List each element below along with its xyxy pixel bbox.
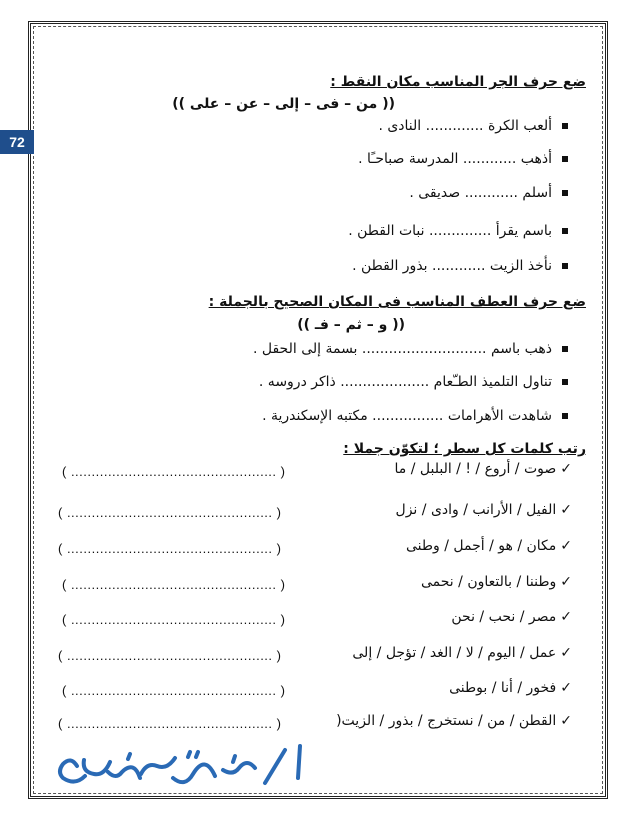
item-text: باسم يقرأ .............. نبات القطن .: [348, 223, 552, 239]
bullet-icon: [562, 123, 568, 129]
item-text: أذهب ............ المدرسة صباحـًا .: [358, 151, 552, 167]
item-text: ألعب الكرة ............. النادى .: [378, 118, 552, 134]
section1-item: [378, 118, 568, 134]
bullet-icon: [562, 346, 568, 352]
section2-item: [262, 408, 568, 424]
words-text: الفيل / الأرانب / وادى / نزل: [395, 502, 557, 518]
section3-words: [395, 461, 573, 477]
answer-blank[interactable]: ( .................................................. ): [58, 505, 282, 520]
bullet-icon: [562, 413, 568, 419]
answer-blank[interactable]: ( .................................................. ): [58, 541, 282, 556]
checkmark-icon: ✓: [560, 502, 572, 518]
bullet-icon: [562, 263, 568, 269]
item-text: ذهب باسم ............................ بسمة إلى الحقل .: [252, 341, 552, 357]
section2-heading: ضع حرف العطف المناسب فى المكان الصحيح بالجملة :: [208, 294, 586, 310]
words-text: مصر / نحب / نحن: [451, 609, 557, 625]
section2-item: [259, 374, 568, 390]
item-text: شاهدت الأهرامات ................ مكتبه الإسكندرية .: [262, 408, 552, 424]
section3-words: [336, 713, 572, 729]
item-text: تناول التلميذ الطـّعام .................... ذاكر دروسه .: [258, 374, 552, 390]
section1-item: [409, 185, 568, 201]
section3-words: [406, 538, 572, 554]
checkmark-icon: ✓: [560, 461, 572, 477]
section3-words: [352, 645, 572, 661]
answer-blank[interactable]: ( .................................................. ): [62, 683, 286, 698]
section2-choices: (( و – ثم – فـ )): [297, 317, 405, 333]
words-text: مكان / هو / أجمل / وطنى: [405, 538, 557, 554]
section3-words: [421, 574, 572, 590]
answer-blank[interactable]: ( .................................................. ): [62, 612, 286, 627]
section3-heading: رتب كلمات كل سطر ؛ لتكوّن جملا :: [343, 441, 586, 457]
words-text: صوت / أروع / ! / البلبل / ما: [394, 461, 557, 477]
section1-heading: ضع حرف الجر المناسب مكان النقط :: [330, 74, 586, 90]
words-text: فخور / أنا / بوطنى: [449, 680, 557, 696]
answer-blank[interactable]: ( .................................................. ): [62, 464, 286, 479]
checkmark-icon: ✓: [560, 609, 572, 625]
bullet-icon: [562, 156, 568, 162]
bullet-icon: [562, 228, 568, 234]
checkmark-icon: ✓: [560, 574, 572, 590]
bullet-icon: [562, 379, 568, 385]
section1-item: [358, 151, 568, 167]
section1-item: [348, 223, 568, 239]
answer-blank[interactable]: ( .................................................. ): [58, 716, 282, 731]
item-text: نأخذ الزيت ............ بذور القطن .: [352, 258, 552, 274]
handwritten-signature: [40, 738, 320, 798]
checkmark-icon: ✓: [560, 680, 572, 696]
page-number-tab: 72: [0, 130, 34, 154]
section3-words: [449, 680, 572, 696]
words-text: وطننا / بالتعاون / نحمى: [421, 574, 557, 590]
item-text: أسلم ............ صديقى .: [409, 185, 552, 201]
checkmark-icon: ✓: [560, 713, 572, 729]
section1-choices: (( من – فى – إلى – عن – على )): [172, 96, 395, 112]
bullet-icon: [562, 190, 568, 196]
answer-blank[interactable]: ( .................................................. ): [62, 577, 286, 592]
section2-item: [253, 341, 568, 357]
answer-blank[interactable]: ( .................................................. ): [58, 648, 282, 663]
words-text: القطن / من / نستخرج / بذور / الزيت(: [336, 713, 557, 729]
checkmark-icon: ✓: [560, 538, 572, 554]
words-text: عمل / اليوم / لا / الغد / تؤجل / إلى: [352, 645, 557, 661]
section1-item: [352, 258, 568, 274]
section3-words: [396, 502, 572, 518]
section3-words: [451, 609, 572, 625]
checkmark-icon: ✓: [560, 645, 572, 661]
